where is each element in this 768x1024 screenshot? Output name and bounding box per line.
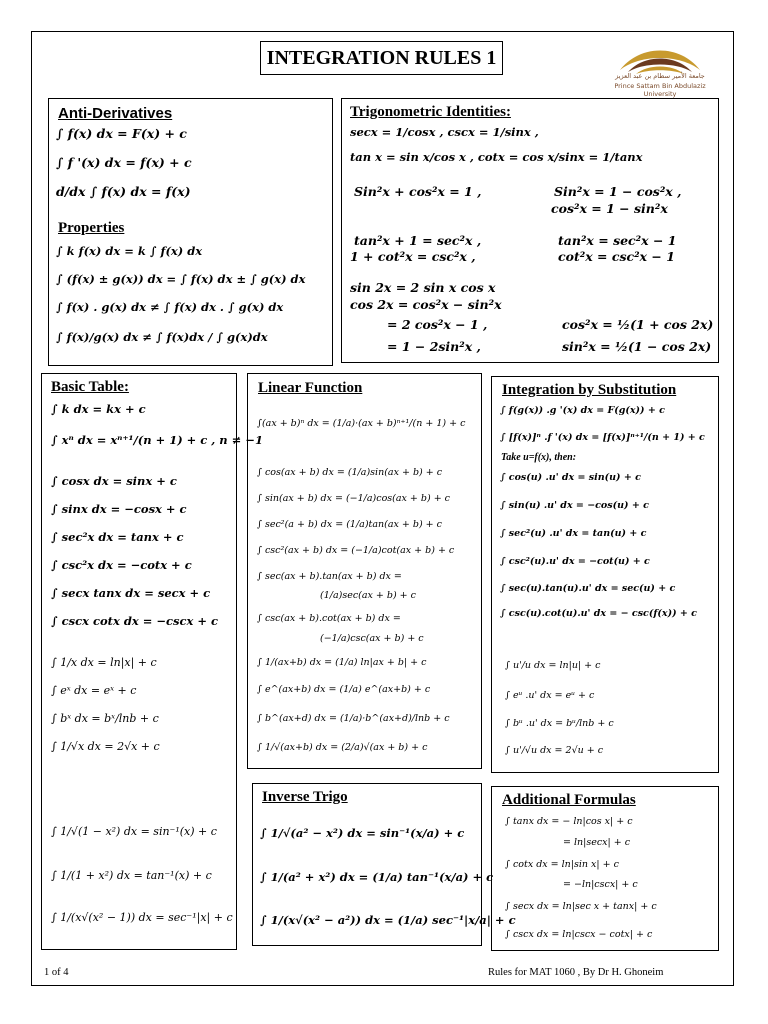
inverse-line: ∫ 1/√(a² − x²) dx = sin⁻¹(x/a) + c <box>260 826 465 840</box>
trig-line: cos²x = 1 − sin²x <box>551 201 668 216</box>
trig-line: sin²x = ½(1 − cos 2x) <box>562 339 712 354</box>
linear-line: ∫(ax + b)ⁿ dx = (1/a)·(ax + b)ⁿ⁺¹/(n + 1) + c <box>257 418 466 429</box>
linear-line: (1/a)sec(ax + b) + c <box>320 590 416 601</box>
basic-line: ∫ cscx cotx dx = −cscx + c <box>51 614 219 628</box>
trig-line: tan²x + 1 = sec²x , <box>354 233 482 248</box>
trig-line: = 2 cos²x − 1 , <box>387 317 488 332</box>
linear-line: ∫ sec(ax + b).tan(ax + b) dx = <box>257 571 402 582</box>
trig-line: 1 + cot²x = csc²x , <box>350 249 476 264</box>
subst-line: ∫ cos(u) .u' dx = sin(u) + c <box>500 472 641 483</box>
linear-line: ∫ 1/(ax+b) dx = (1/a) ln|ax + b| + c <box>257 657 427 668</box>
inverse-trigo-heading: Inverse Trigo <box>262 789 348 805</box>
anti-line: ∫ f(x) dx = F(x) + c <box>56 126 187 141</box>
additional-line: = −ln|cscx| + c <box>563 879 638 890</box>
linear-line: ∫ b^(ax+d) dx = (1/a)·b^(ax+d)/lnb + c <box>257 713 450 724</box>
linear-line: ∫ csc(ax + b).cot(ax + b) dx = <box>257 613 401 624</box>
inverse-line: ∫ 1/(x√(x² − a²)) dx = (1/a) sec⁻¹|x/a| + c <box>260 913 516 927</box>
properties-heading: Properties <box>58 220 125 236</box>
linear-line: ∫ sec²(a + b) dx = (1/a)tan(ax + b) + c <box>257 519 442 530</box>
basic-line: ∫ bˣ dx = bˣ/lnb + c <box>51 712 159 725</box>
linear-line: ∫ sin(ax + b) dx = (−1/a)cos(ax + b) + c <box>257 493 451 504</box>
basic-line: ∫ 1/(x√(x² − 1)) dx = sec⁻¹|x| + c <box>51 911 233 924</box>
subst-line: ∫ bᵘ .u' dx = bᵘ/lnb + c <box>505 718 614 729</box>
subst-note: Take u=f(x), then: <box>501 452 577 463</box>
basic-line: ∫ eˣ dx = eˣ + c <box>51 684 137 697</box>
subst-line: ∫ f(g(x)) .g '(x) dx = F(g(x)) + c <box>500 405 665 416</box>
trig-line: Sin²x = 1 − cos²x , <box>554 184 682 199</box>
substitution-heading: Integration by Substitution <box>502 382 677 398</box>
basic-line: ∫ csc²x dx = −cotx + c <box>51 558 192 572</box>
basic-line: ∫ sinx dx = −cosx + c <box>51 502 187 516</box>
linear-function-heading: Linear Function <box>258 380 363 396</box>
basic-line: ∫ 1/√(1 − x²) dx = sin⁻¹(x) + c <box>51 825 217 838</box>
subst-line: ∫ csc(u).cot(u).u' dx = − csc(f(x)) + c <box>500 608 697 619</box>
page-number: 1 of 4 <box>44 967 69 978</box>
subst-line: ∫ eᵘ .u' dx = eᵘ + c <box>505 690 595 701</box>
linear-line: ∫ csc²(ax + b) dx = (−1/a)cot(ax + b) + c <box>257 545 455 556</box>
anti-line: ∫ f '(x) dx = f(x) + c <box>56 155 192 170</box>
logo-english-text: Prince Sattam Bin Abdulaziz University <box>614 82 706 98</box>
subst-line: ∫ sin(u) .u' dx = −cos(u) + c <box>500 500 649 511</box>
subst-line: ∫ u'/√u dx = 2√u + c <box>505 745 604 756</box>
linear-line: (−1/a)csc(ax + b) + c <box>320 633 424 644</box>
basic-line: ∫ xⁿ dx = xⁿ⁺¹/(n + 1) + c , n ≠ −1 <box>51 433 263 447</box>
property-line: ∫ k f(x) dx = k ∫ f(x) dx <box>56 244 203 258</box>
additional-line: ∫ secx dx = ln|sec x + tanx| + c <box>505 901 657 912</box>
subst-line: ∫ [f(x)]ⁿ .f '(x) dx = [f(x)]ⁿ⁺¹/(n + 1) + c <box>500 432 705 443</box>
trig-line: sin 2x = 2 sin x cos x <box>350 280 496 295</box>
linear-line: ∫ 1/√(ax+b) dx = (2/a)√(ax + b) + c <box>257 742 428 753</box>
logo-arabic-text: جامعة الأمير سطام بن عبد العزيز <box>615 72 705 80</box>
trig-line: Sin²x + cos²x = 1 , <box>354 184 482 199</box>
property-line: ∫ f(x) . g(x) dx ≠ ∫ f(x) dx . ∫ g(x) dx <box>56 300 284 314</box>
basic-line: ∫ sec²x dx = tanx + c <box>51 530 184 544</box>
basic-line: ∫ 1/(1 + x²) dx = tan⁻¹(x) + c <box>51 869 212 882</box>
property-line: ∫ (f(x) ± g(x)) dx = ∫ f(x) dx ± ∫ g(x) dx <box>56 272 306 286</box>
linear-line: ∫ cos(ax + b) dx = (1/a)sin(ax + b) + c <box>257 467 443 478</box>
trig-line: cos²x = ½(1 + cos 2x) <box>562 317 714 332</box>
basic-line: ∫ cosx dx = sinx + c <box>51 474 177 488</box>
subst-line: ∫ csc²(u).u' dx = −cot(u) + c <box>500 556 650 567</box>
trig-line: secx = 1/cosx , cscx = 1/sinx , <box>350 125 539 139</box>
additional-line: = ln|secx| + c <box>563 837 631 848</box>
subst-line: ∫ sec²(u) .u' dx = tan(u) + c <box>500 528 647 539</box>
trig-heading: Trigonometric Identities: <box>350 104 511 120</box>
subst-line: ∫ sec(u).tan(u).u' dx = sec(u) + c <box>500 583 676 594</box>
additional-line: ∫ tanx dx = − ln|cos x| + c <box>505 816 633 827</box>
anti-derivatives-heading: Anti-Derivatives <box>58 105 173 122</box>
basic-line: ∫ k dx = kx + c <box>51 402 146 416</box>
basic-line: ∫ 1/√x dx = 2√x + c <box>51 740 160 753</box>
inverse-line: ∫ 1/(a² + x²) dx = (1/a) tan⁻¹(x/a) + c <box>260 870 494 884</box>
trig-line: cos 2x = cos²x − sin²x <box>350 297 502 312</box>
page-title: INTEGRATION RULES 1 <box>260 41 503 75</box>
trig-line: cot²x = csc²x − 1 <box>558 249 675 264</box>
additional-line: ∫ cotx dx = ln|sin x| + c <box>505 859 619 870</box>
basic-line: ∫ 1/x dx = ln|x| + c <box>51 656 157 669</box>
trig-line: = 1 − 2sin²x , <box>387 339 481 354</box>
anti-line: d/dx ∫ f(x) dx = f(x) <box>56 184 191 199</box>
basic-line: ∫ secx tanx dx = secx + c <box>51 586 211 600</box>
additional-heading: Additional Formulas <box>502 792 636 808</box>
basic-table-heading: Basic Table: <box>51 379 129 395</box>
subst-line: ∫ u'/u dx = ln|u| + c <box>505 660 601 671</box>
linear-line: ∫ e^(ax+b) dx = (1/a) e^(ax+b) + c <box>257 684 431 695</box>
trig-line: tan x = sin x/cos x , cotx = cos x/sinx = 1/tanx <box>350 150 643 164</box>
trig-line: tan²x = sec²x − 1 <box>558 233 677 248</box>
property-line: ∫ f(x)/g(x) dx ≠ ∫ f(x)dx / ∫ g(x)dx <box>56 330 268 344</box>
footer-credit: Rules for MAT 1060 , By Dr H. Ghoneim <box>488 967 664 978</box>
additional-line: ∫ cscx dx = ln|cscx − cotx| + c <box>505 929 653 940</box>
